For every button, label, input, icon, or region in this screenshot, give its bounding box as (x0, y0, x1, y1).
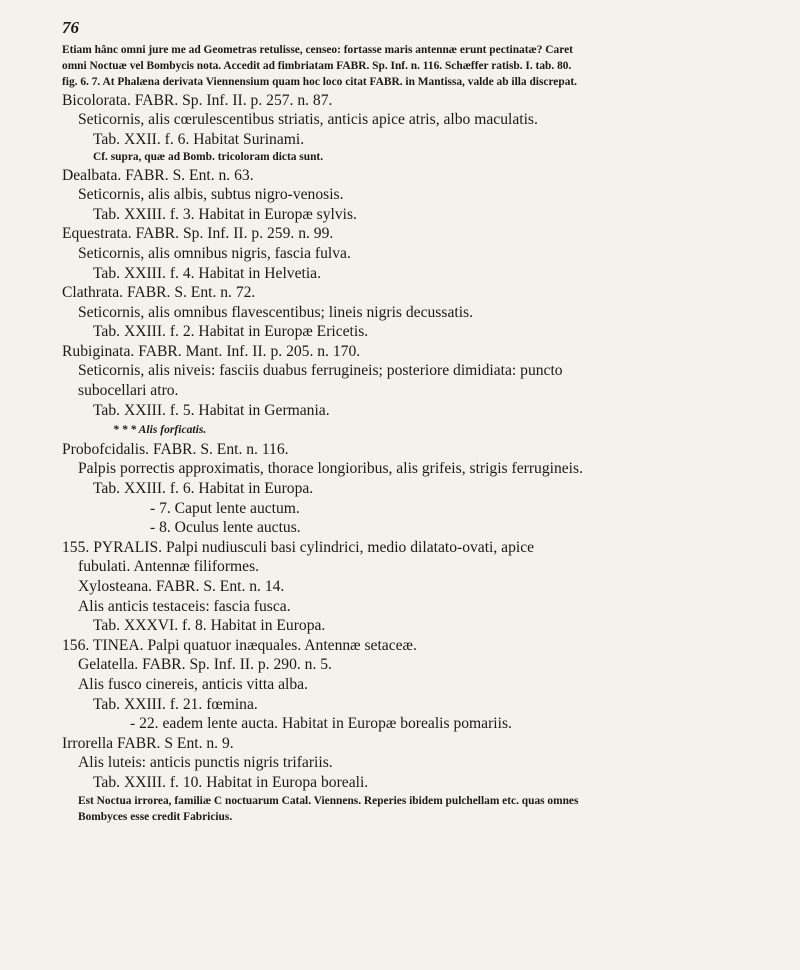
text-line: Alis luteis: anticis punctis nigris trifariis. (78, 754, 333, 772)
page-number: 76 (62, 18, 79, 37)
text-line: Seticornis, alis cœrulescentibus striatis, anticis apice atris, albo maculatis. (78, 111, 538, 129)
text-line: Seticornis, alis albis, subtus nigro-venosis. (78, 186, 344, 204)
text-line: 155. PYRALIS. Palpi nudiusculi basi cylindrici, medio dilatato-ovati, apice (62, 538, 535, 556)
text-line: Xylosteana. FABR. S. Ent. n. 14. (78, 578, 285, 595)
text-line: Probofcidalis. FABR. S. Ent. n. 116. (62, 440, 289, 458)
text-line: * * * Alis forficatis. (113, 423, 207, 437)
text-line: - 8. Oculus lente auctus. (150, 519, 301, 537)
text-line: omni Noctuæ vel Bombycis nota. Accedit ad fimbriatam FABR. Sp. Inf. n. 116. Schæffer ratisb. I. tab. 80. (62, 60, 572, 73)
text-line: Est Noctua irrorea, familiæ C noctuarum Catal. Viennens. Reperies ibidem pulchellam etc. quas omnes (78, 794, 579, 807)
text-line: Gelatella. FABR. Sp. Inf. II. p. 290. n. 5. (78, 656, 332, 674)
text-line: Dealbata. FABR. S. Ent. n. 63. (62, 166, 254, 184)
text-line: Tab. XXIII. f. 10. Habitat in Europa boreali. (93, 773, 369, 791)
text-line: Tab. XXIII. f. 3. Habitat in Europæ sylvis. (93, 205, 357, 223)
text-line: Rubiginata. FABR. Mant. Inf. II. p. 205. n. 170. (62, 342, 361, 360)
page-text (0, 42, 800, 825)
text-line: Tab. XXIII. f. 5. Habitat in Germania. (93, 401, 330, 419)
text-line: Seticornis, alis niveis: fasciis duabus ferrugineis; posteriore dimidiata: puncto (78, 362, 563, 380)
text-line: Bicolorata. FABR. Sp. Inf. II. p. 257. n. 87. (62, 91, 333, 109)
text-line: - 22. eadem lente aucta. Habitat in Europæ borealis pomariis. (130, 715, 512, 733)
text-line: Irrorella FABR. S Ent. n. 9. (62, 734, 234, 752)
text-line: fig. 6. 7. At Phalæna derivata Viennensium quam hoc loco citat FABR. in Mantissa, valde ab illa discrepat. (62, 76, 578, 89)
text-line: Cf. supra, quæ ad Bomb. tricoloram dicta sunt. (93, 151, 324, 164)
text-line: Alis anticis testaceis: fascia fusca. (78, 597, 291, 615)
text-line: Seticornis, alis omnibus flavescentibus; lineis nigris decussatis. (78, 303, 473, 321)
text-line: Tab. XXXVI. f. 8. Habitat in Europa. (93, 617, 326, 635)
text-line: Tab. XXIII. f. 21. fœmina. (93, 695, 258, 713)
text-line: Tab. XXIII. f. 6. Habitat in Europa. (93, 480, 314, 498)
text-line: - 7. Caput lente auctum. (150, 499, 300, 517)
text-line: Tab. XXIII. f. 2. Habitat in Europæ Ericetis. (93, 323, 369, 341)
text-line: Seticornis, alis omnibus nigris, fascia fulva. (78, 244, 351, 262)
text-line: Alis fusco cinereis, anticis vitta alba. (78, 675, 308, 693)
text-line: 156. TINEA. Palpi quatuor inæquales. Antennæ setaceæ. (62, 636, 417, 654)
text-line: Tab. XXII. f. 6. Habitat Surinami. (93, 130, 305, 148)
text-line: Clathrata. FABR. S. Ent. n. 72. (62, 284, 256, 302)
text-line: Tab. XXIII. f. 4. Habitat in Helvetia. (93, 264, 321, 282)
text-line: Bombyces esse credit Fabricius. (78, 810, 233, 823)
text-line: subocellari atro. (78, 382, 179, 400)
text-line: Etiam hânc omni jure me ad Geometras retulisse, censeo: fortasse maris antennæ erunt pectinatæ? Caret (62, 44, 573, 56)
text-line: Equestrata. FABR. Sp. Inf. II. p. 259. n. 99. (62, 225, 334, 243)
text-line: Palpis porrectis approximatis, thorace longioribus, alis grifeis, strigis ferrugineis. (78, 460, 583, 478)
text-line: fubulati. Antennæ filiformes. (78, 558, 260, 576)
